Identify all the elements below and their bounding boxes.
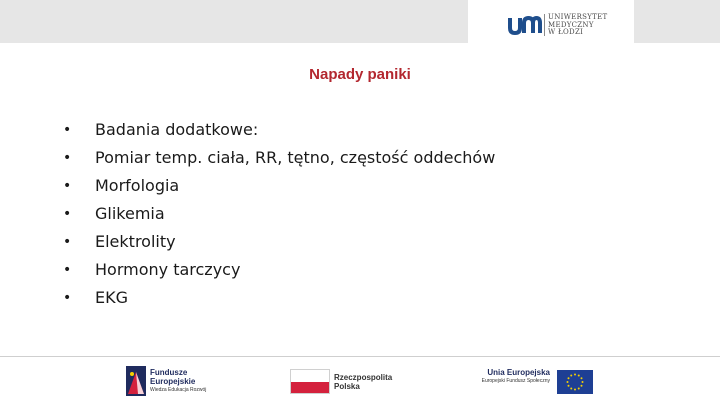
bullet-text: Pomiar temp. ciała, RR, tętno, częstość oddechów bbox=[95, 148, 496, 167]
um-logo-icon bbox=[508, 14, 542, 36]
rp-line-1: Rzeczpospolita bbox=[334, 373, 393, 382]
bullet-text: Glikemia bbox=[95, 204, 165, 223]
flag-red bbox=[291, 382, 329, 394]
logo-separator bbox=[544, 14, 545, 36]
rp-line-2: Polska bbox=[334, 382, 360, 391]
bullet-text: EKG bbox=[95, 288, 128, 307]
slide-title: Napady paniki bbox=[309, 66, 411, 83]
logo-line-2: MEDYCZNY bbox=[548, 20, 594, 29]
bullet-text: Elektrolity bbox=[95, 232, 176, 251]
flag-white bbox=[291, 370, 329, 382]
bullet-dot: • bbox=[63, 234, 72, 250]
fe-title-1: Fundusze bbox=[150, 368, 188, 377]
bullet-dot: • bbox=[63, 150, 72, 166]
logo-line-1: UNIWERSYTET bbox=[548, 13, 608, 21]
bullet-dot: • bbox=[63, 178, 72, 194]
fundusze-europejskie-icon bbox=[126, 366, 146, 396]
ue-title: Unia Europejska bbox=[487, 368, 550, 377]
rzeczpospolita-label bbox=[334, 373, 392, 391]
bullet-text: Hormony tarczycy bbox=[95, 260, 241, 279]
ue-subtitle: Europejski Fundusz Społeczny bbox=[481, 378, 550, 384]
logo-text bbox=[548, 14, 608, 37]
bullet-text: Badania dodatkowe: bbox=[95, 120, 259, 139]
eu-flag-icon bbox=[557, 370, 593, 394]
unia-europejska-label bbox=[470, 368, 550, 386]
fe-subtitle: Wiedza Edukacja Rozwój bbox=[150, 387, 207, 393]
polish-flag-icon bbox=[290, 369, 330, 394]
logo-line-3: W ŁODZI bbox=[548, 28, 584, 36]
footer-divider bbox=[0, 356, 720, 357]
bullet-dot: • bbox=[63, 122, 72, 138]
bullet-dot: • bbox=[63, 262, 72, 278]
bullet-dot: • bbox=[63, 206, 72, 222]
fundusze-europejskie-label bbox=[150, 368, 206, 395]
bullet-dot: • bbox=[63, 290, 72, 306]
fe-title-2: Europejskie bbox=[150, 377, 196, 386]
bullet-text: Morfologia bbox=[95, 176, 180, 195]
